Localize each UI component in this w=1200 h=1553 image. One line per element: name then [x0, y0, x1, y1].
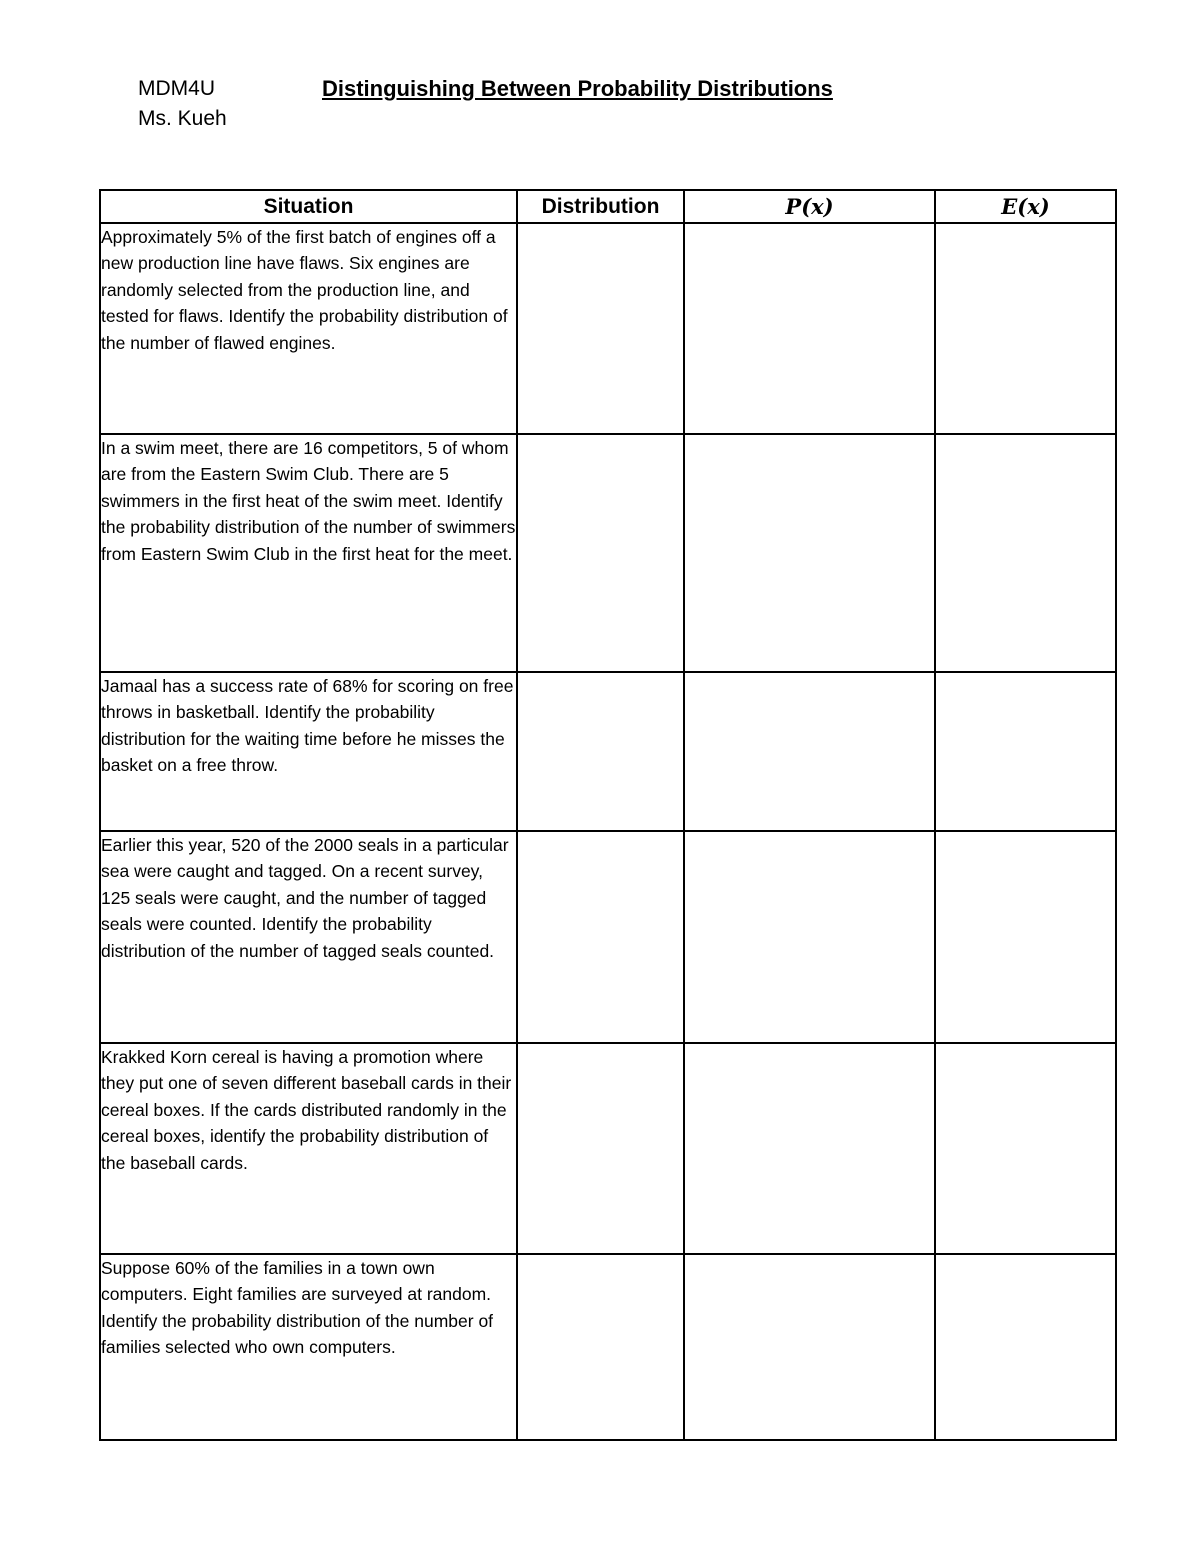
distribution-answer-cell[interactable]	[517, 831, 684, 1043]
situation-cell: Krakked Korn cereal is having a promotion where they put one of seven different baseball cards in their cereal boxes. If the cards distributed randomly in the cereal boxes, identify the probability distribution of the baseball cards.	[100, 1043, 517, 1254]
situation-cell: In a swim meet, there are 16 competitors, 5 of whom are from the Eastern Swim Club. There are 5 swimmers in the first heat of the swim meet. Identify the probability distribution of the number of swimmers from Eastern Swim Club in the first heat for the meet.	[100, 434, 517, 672]
situation-cell: Earlier this year, 520 of the 2000 seals in a particular sea were caught and tagged. On a recent survey, 125 seals were caught, and the number of tagged seals were counted. Identify the probability distribution of the number of tagged seals counted.	[100, 831, 517, 1043]
distribution-table	[99, 189, 1117, 1441]
situation-cell: Jamaal has a success rate of 68% for scoring on free throws in basketball. Identify the probability distribution for the waiting time before he misses the basket on a free throw.	[100, 672, 517, 831]
page-title: Distinguishing Between Probability Distributions	[322, 76, 833, 101]
column-header-situation: Situation	[100, 190, 517, 223]
table-row	[100, 1254, 1116, 1440]
probability-answer-cell[interactable]	[684, 1043, 935, 1254]
table-row	[100, 1043, 1116, 1254]
distribution-answer-cell[interactable]	[517, 1043, 684, 1254]
probability-answer-cell[interactable]	[684, 672, 935, 831]
expected-value-answer-cell[interactable]	[935, 434, 1116, 672]
expected-value-answer-cell[interactable]	[935, 223, 1116, 434]
probability-answer-cell[interactable]	[684, 1254, 935, 1440]
distribution-answer-cell[interactable]	[517, 1254, 684, 1440]
column-header-probability: P(x)	[684, 190, 935, 223]
table-row	[100, 223, 1116, 434]
column-header-expected-value: E(x)	[935, 190, 1116, 223]
probability-answer-cell[interactable]	[684, 831, 935, 1043]
column-header-distribution: Distribution	[517, 190, 684, 223]
teacher-name: Ms. Kueh	[138, 107, 227, 130]
situation-cell: Approximately 5% of the first batch of engines off a new production line have flaws. Six engines are randomly selected from the production line, and tested for flaws. Identify the probability distribution of the number of flawed engines.	[100, 223, 517, 434]
expected-value-answer-cell[interactable]	[935, 831, 1116, 1043]
distribution-answer-cell[interactable]	[517, 223, 684, 434]
table-header-row	[100, 190, 1116, 223]
table-row	[100, 672, 1116, 831]
expected-value-answer-cell[interactable]	[935, 1043, 1116, 1254]
expected-value-answer-cell[interactable]	[935, 1254, 1116, 1440]
situation-cell: Suppose 60% of the families in a town own computers. Eight families are surveyed at random. Identify the probability distribution of the number of families selected who own computers.	[100, 1254, 517, 1440]
distribution-answer-cell[interactable]	[517, 672, 684, 831]
header-info	[138, 74, 227, 134]
probability-answer-cell[interactable]	[684, 223, 935, 434]
course-code: MDM4U	[138, 77, 215, 100]
distribution-answer-cell[interactable]	[517, 434, 684, 672]
probability-answer-cell[interactable]	[684, 434, 935, 672]
table-row	[100, 831, 1116, 1043]
table-row	[100, 434, 1116, 672]
expected-value-answer-cell[interactable]	[935, 672, 1116, 831]
